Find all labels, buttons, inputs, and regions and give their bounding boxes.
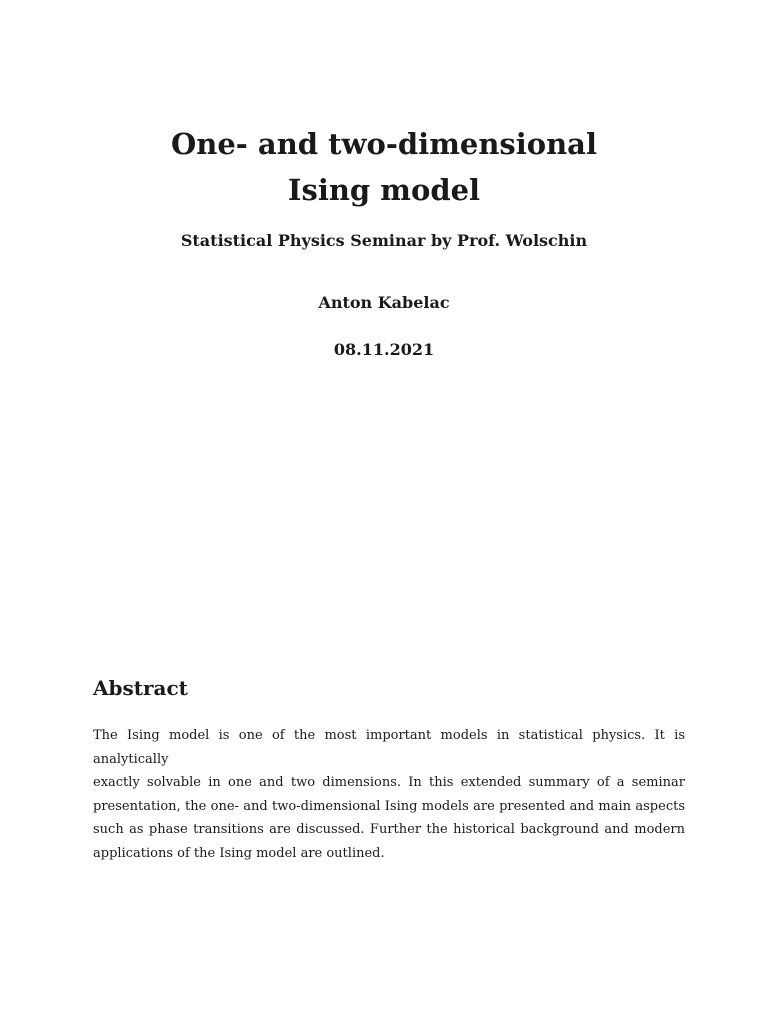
abstract-line: presentation, the one- and two-dimensional Ising models are presented and main aspects <box>93 798 685 814</box>
abstract-line: applications of the Ising model are outlined. <box>93 845 385 861</box>
publication-date: 08.11.2021 <box>333 340 435 359</box>
title-line-1: One- and two-dimensional <box>170 127 597 161</box>
subtitle: Statistical Physics Seminar by Prof. Wolschin <box>180 231 588 250</box>
abstract-line: The Ising model is one of the most important models in statistical physics. It is analytically <box>93 728 685 767</box>
author-name: Anton Kabelac <box>318 293 450 312</box>
abstract-line: exactly solvable in one and two dimensions. In this extended summary of a seminar <box>93 775 685 790</box>
abstract-body <box>93 724 685 865</box>
title-line-2: Ising model <box>287 173 481 207</box>
abstract-line: such as phase transitions are discussed. Further the historical background and modern <box>93 822 685 837</box>
abstract-heading: Abstract <box>93 676 188 700</box>
